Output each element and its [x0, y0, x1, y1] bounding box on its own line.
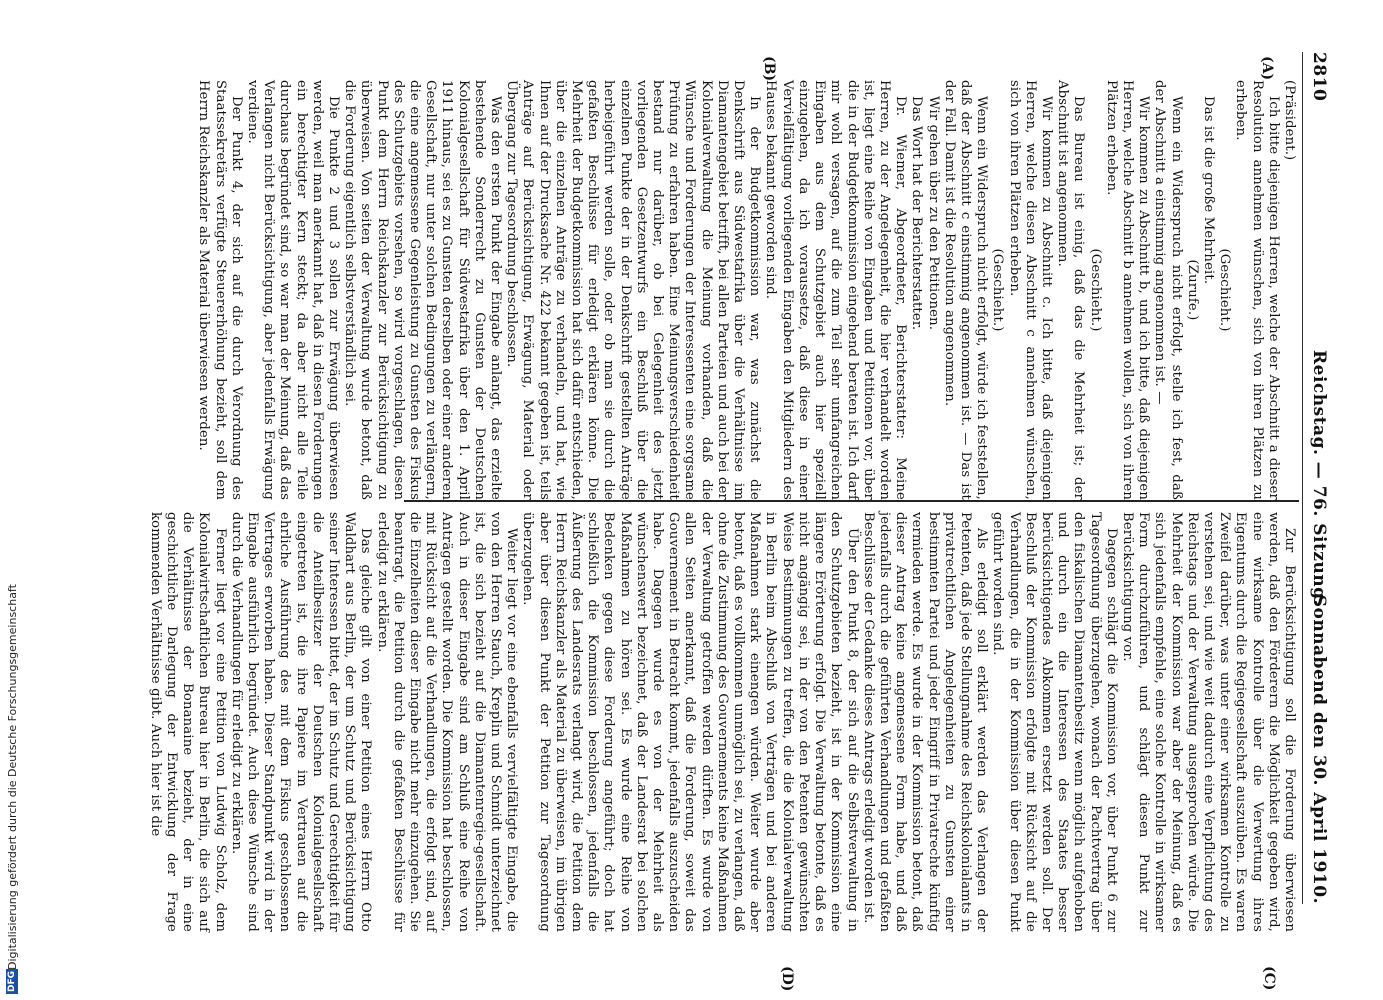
session-date: Sonnabend den 30. April 1910.: [1309, 594, 1329, 904]
paragraph: Das ist die große Mehrheit.: [1200, 96, 1216, 285]
paragraph: Als erledigt soll erklärt werden das Verlangen der Petenten, daß jede Stellungnahme des Reichskolonialamts in privatrechtlichen Angelegenheiten zu Gunsten einer bestimmten Partei und jeder Eingriff in Privatrechte künftig vermieden werde. Es wurde in der Kommission betont, daß dieser Antrag keine angemessene Form habe, und daß jedenfalls durch die geführten Verhandlungen und gefaßten Beschlüsse der Gedanke dieses Antrags erledigt worden ist.: [860, 512, 990, 932]
paragraph: Wir gehen über zu den Petitionen.: [925, 96, 941, 331]
session-title: Reichstag. — 76. Sitzung.: [1309, 350, 1329, 606]
margin-marker-a: (A): [1259, 56, 1275, 81]
left-column: [195, 80, 1297, 500]
right-column: [147, 512, 1297, 932]
paragraph: Weiter liegt vor eine ebenfalls vervielfältigte Eingabe, die von den Herren Stauch, Kreplin und Schmidt unterzeichnet ist, die sich bezieht auf die Diamantenregie-gesellschaft. Auch in dieser Eingabe sind am Schluß eine Reihe von Anträgen gestellt worden. Die Kommission hat beschlossen, mit Rücksicht auf die Verhandlungen, die erfolgt sind, auf die Einzelheiten dieser Eingabe nicht mehr einzugehen. Sie beantragt, die Petition durch die gefaßten Beschlüsse für erledigt zu erklären.: [374, 512, 520, 932]
paragraph: (Geschieht.): [990, 248, 1006, 332]
paragraph: Die Punkte 2 und 3 sollen zur Erwägung überwiesen werden, weil man anerkannt hat, daß in diesen Forderungen ein berechtigter Kern steckt; da aber nicht alle Teile durchaus begründet sind, so war man der Meinung, daß das Verlangen nicht Berücksichtigung, aber jedenfalls Erwägung verdiene.: [245, 80, 342, 500]
dfg-logo: DFG: [7, 970, 17, 992]
paragraph: (Geschieht.): [1217, 248, 1233, 332]
paragraph: Ferner liegt vor eine Petition von Ludwig Scholz, dem Kolonialwirtschaftlichen Bureau hier in Berlin, die sich auf die Verhältnisse der Bonanaine bezieht, der in eine geschichtliche Darlegung der Entwicklung der Frage kommenden Verhältnisse gibt. Auch hier ist die: [147, 512, 228, 932]
digitization-credit: Digitalisierung gefördert durch die Deutsche Forschungsgemeinschaft: [6, 584, 19, 970]
paragraph: Das Wort hat der Berichterstatter.: [909, 96, 925, 331]
page-number: 2810: [1309, 52, 1329, 102]
paragraph: Wenn ein Widerspruch nicht erfolgt, stelle ich fest, daß der Abschnitt a einstimmig angenommen ist. —: [1152, 80, 1184, 500]
paragraph: Zur Berücksichtigung soll die Forderung überwiesen werden, daß den Förderern die Möglichkeit gegeben wird, eine wirksame Kontrolle über die Verwertung ihres Eigentums durch die Regiegesellschaft auszuüben. Es waren Zweifel darüber, was unter einer wirksamen Kontrolle zu verstehen sei, und wie weit dadurch eine Verpflichtung des Reichstags und der Verwaltung ausgesprochen würde. Die Mehrheit der Kommission war aber der Meinung, daß es sich jedenfalls empfehle, eine solche Kontrolle in wirksamer Form durchzuführen, und schlägt diesen Punkt zur Berücksichtigung vor.: [1119, 512, 1297, 932]
paragraph: Wenn ein Widerspruch nicht erfolgt, würde ich feststellen, daß der Abschnitt c einstimmig angenommen ist. — Das ist der Fall. Damit ist die Resolution angenommen.: [941, 80, 990, 500]
column-divider: [404, 500, 1299, 502]
paragraph: Was den ersten Punkt der Eingabe anlangt, das erzielte bestehende Sonderrecht zu Gunsten der Deutschen Kolonialgesellschaft für Südwestafrika über den 1. April 1911 hinaus, sei es zu Gunsten derselben oder einer anderen Gesellschaft, nur unter solchen Bedingungen zu verlängern, die eine angemessene Gegenleistung zu Gunsten des Fiskus des Schutzgebiets vorsehen, so wird vorgeschlagen, diesen Punkt dem Herrn Reichskanzler zur Berücksichtigung zu überweisen. Von seiten der Verwaltung wurde betont, daß die Forderung eigentlich selbstverständlich sei.: [342, 80, 504, 500]
margin-marker-b: (B): [761, 56, 777, 82]
paragraph: Dagegen schlägt die Kommission vor, über Punkt 6 zur Tagesordnung überzugehen, wonach der Pachtvertrag über den fiskalischen Diamantenbesitz wenn möglich aufgehoben und durch ein die Interessen des Staates besser berücksichtigendes Abkommen ersetzt werden soll. Der Beschluß der Kommission erfolgte mit Rücksicht auf die Verhandlungen, die in der Kommission über diesen Punkt geführt worden sind.: [990, 512, 1119, 932]
margin-marker-d: (D): [779, 966, 795, 992]
paragraph: Über den Punkt 8, der sich auf die Selbstverwaltung in den Schutzgebieten bezieht, ist in der Kommission eine längere Erörterung erfolgt. Die Verwaltung betonte, daß es nicht angängig sei, in der von den Petenten gewünschten Weise Bestimmungen zu treffen, die die Kolonialverwaltung in Berlin beim Abschluß von Verträgen und bei anderen Maßnahmen stark einengen würden. Weiter wurde aber betont, daß es vollkommen unmöglich sei, zu verlangen, daß ohne die Zustimmung des Gouvernements keine Maßnahmen der Verwaltung getroffen werden dürften. Es wurde von allen Seiten anerkannt, daß die Forderung, soweit das Gouvernement in Betracht kommt, jedenfalls auszuscheiden habe. Dagegen wurde es von der Mehrheit als wünschenswert bezeichnet, daß der Landesrat bei solchen Maßnahmen zu hören sei. Es wurde eine Reihe von Bedenken gegen diese Forderung angeführt; doch hat schließlich die Kommission beschlossen, jedenfalls die Äußerung des Landesrats verlangt wird, die Petition dem Herrn Reichskanzler als Material zu überweisen, im übrigen aber über diesen Punkt der Petition zur Tagesordnung überzugehen.: [520, 512, 860, 932]
paragraph: (Zurufe.): [1184, 259, 1200, 321]
side-note: [0, 0, 40, 1000]
paragraph: Das Bureau ist einig, daß das die Mehrheit ist; der Abschnitt ist angenommen.: [1055, 80, 1087, 500]
margin-marker-c: (C): [1261, 966, 1277, 991]
paragraph: In der Budgetkommission war, was zunächst die Denkschrift aus Südwestafrika über die Verhältnisse im Diamantengebiet betrifft, bei allen Parteien und auch bei der Kolonialverwaltung die Meinung vorhanden, daß die Wünsche und Forderungen der Interessenten eine sorgsame Prüfung zu erfahren haben. Eine Meinungsverschiedenheit bestand nur darüber, ob bei Gelegenheit des jetzt vorliegenden Gesetzentwurfs ein Beschluß über die einzelnen Punkte der in der Denkschrift gestellten Anträge herbeigeführt werden solle, oder ob man sie durch die gefaßten Beschlüsse für erledigt erklären könne. Die Mehrheit der Budgetkommission hat sich dafür entschieden, über die einzelnen Anträge zu verhandeln, und hat, wie Ihnen auf der Drucksache Nr. 422 bekannt gegeben ist, teils Anträge auf Berücksichtigung, Erwägung, Material oder Übergang zur Tagesordnung beschlossen.: [504, 80, 763, 500]
running-header: [1305, 52, 1329, 904]
paragraph: Ich bitte diejenigen Herren, welche der Abschnitt a dieser Resolution annehmen wünschen, sich von ihren Plätzen zu erheben.: [1233, 80, 1281, 500]
paragraph: Wir kommen zu Abschnitt c. Ich bitte, daß diejenigen Herren, welche diesen Abschnitt c annehmen wünschen, sich von ihren Plätzen erheben.: [1006, 80, 1054, 500]
paragraph: Wir kommen zu Abschnitt b, und ich bitte, daß diejenigen Herren, welche Abschnitt b annehmen wollen, sich von ihren Plätzen erheben.: [1103, 80, 1152, 500]
paragraph: Das gleiche gilt von einer Petition eines Herrn Otto Waldhart aus Berlin, der um Schutz und Berücksichtigung seiner Interessen bittet, der im Schutz und Gerechtigkeit für die Anteilbesitzer der Deutschen Kolonialgesellschaft eingetreten ist, die ihre Papiere im Vertrauen auf die ehrliche Ausführung des mit dem Fiskus geschlossenen Vertrages erworben haben. Dieser Standpunkt wird in der Eingabe ausführlich begründet. Auch diese Wünsche sind durch die Verhandlungen für erledigt zu erklären.: [228, 512, 374, 932]
paragraph: (Geschieht.): [1087, 248, 1103, 332]
paragraph: Der Punkt 4, der sich auf die durch Verordnung des Staatssekretärs verfügte Steuererhöhung bezieht, soll dem Herrn Reichskanzler als Material überwiesen werden.: [196, 80, 244, 500]
header-rule: [1302, 52, 1303, 904]
paragraph: (Präsident.): [1282, 80, 1297, 161]
paragraph: Dr. Wiemer, Abgeordneter, Berichterstatter: Meine Herren, zu der Angelegenheit, die hier verhandelt worden ist, liegt eine Reihe von Eingaben und Petitionen vor, über die in der Budgetkommission eingehend beraten ist. Ich darf mir wohl versagen, auf die zum Teil sehr umfangreichen Eingaben aus dem Schutzgebiet auch hier speziell einzugehen, da ich voraussetze, daß diese in einer Vervielfältigung vorliegenden Eingaben den Mitgliedern des Hauses bekannt geworden sind.: [763, 80, 909, 500]
